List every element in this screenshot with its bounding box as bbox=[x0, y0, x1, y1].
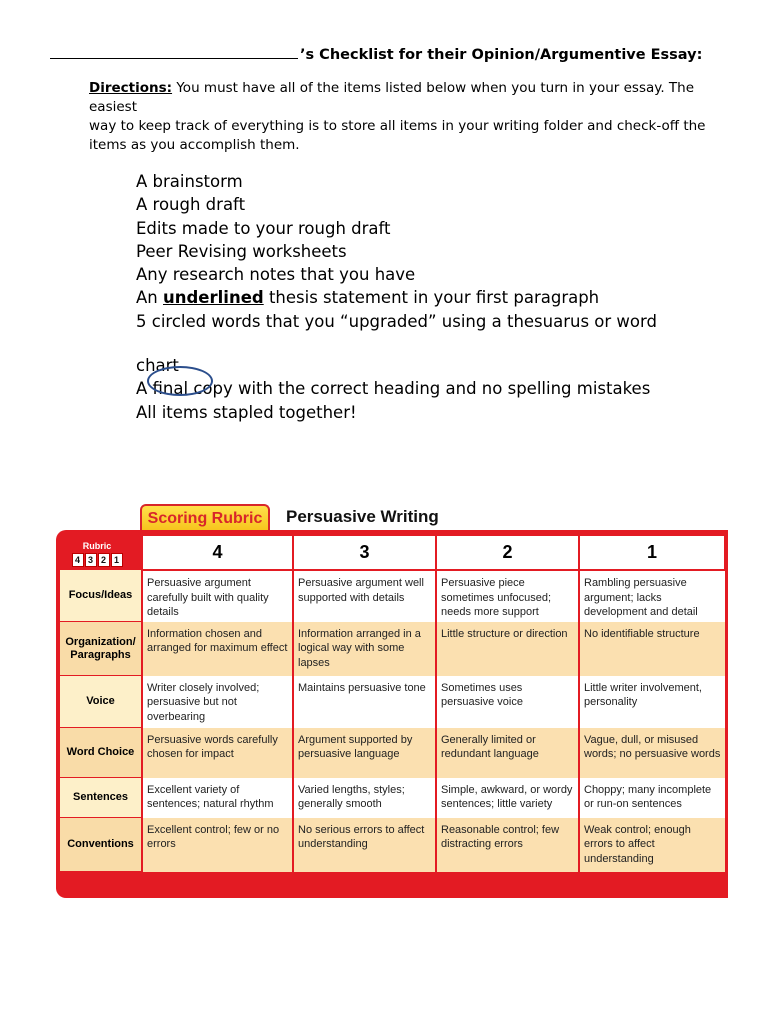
table-cell: Sometimes uses persuasive voice bbox=[436, 676, 579, 728]
scoring-rubric-tab: Scoring Rubric bbox=[140, 504, 270, 532]
score-header: 3 bbox=[293, 535, 436, 570]
list-item-final-copy: A final copy with the correct heading and no spelling mistakes bbox=[136, 379, 651, 399]
table-cell: Persuasive piece sometimes unfocused; needs more support bbox=[436, 570, 579, 622]
badge-number: 1 bbox=[111, 553, 123, 567]
table-cell: Information chosen and arranged for maximum effect bbox=[142, 622, 293, 676]
score-header-row bbox=[60, 535, 725, 570]
word-circle-annotation bbox=[147, 366, 213, 396]
row-label: Voice bbox=[60, 676, 142, 728]
table-row bbox=[60, 778, 725, 818]
list-item: Any research notes that you have bbox=[136, 265, 416, 285]
rubric-table bbox=[60, 534, 726, 872]
list-item-upgraded-cont: chart bbox=[136, 356, 179, 376]
score-header: 4 bbox=[142, 535, 293, 570]
row-label: Word Choice bbox=[60, 728, 142, 778]
checklist bbox=[136, 170, 756, 424]
table-cell: Persuasive words carefully chosen for impact bbox=[142, 728, 293, 778]
table-cell: Little writer involvement, personality bbox=[579, 676, 725, 728]
table-cell: Maintains persuasive tone bbox=[293, 676, 436, 728]
badge-number: 4 bbox=[72, 553, 84, 567]
rubric-title: Persuasive Writing bbox=[286, 507, 439, 526]
row-label: Sentences bbox=[60, 778, 142, 818]
list-item: Edits made to your rough draft bbox=[136, 218, 391, 238]
row-label: Focus/Ideas bbox=[60, 570, 142, 622]
list-item: A rough draft bbox=[136, 195, 246, 215]
table-cell: Varied lengths, styles; generally smooth bbox=[293, 778, 436, 818]
thesis-suffix: thesis statement in your first paragraph bbox=[263, 288, 600, 308]
list-item-thesis bbox=[136, 286, 756, 309]
rubric-badge bbox=[66, 540, 128, 572]
table-row bbox=[60, 818, 725, 872]
table-cell: Information arranged in a logical way with some lapses bbox=[293, 622, 436, 676]
badge-number: 3 bbox=[85, 553, 97, 567]
directions-label: Directions: bbox=[89, 80, 173, 96]
table-row bbox=[60, 570, 725, 622]
table-cell: No identifiable structure bbox=[579, 622, 725, 676]
score-header: 1 bbox=[579, 535, 725, 570]
badge-number: 2 bbox=[98, 553, 110, 567]
name-blank bbox=[50, 46, 298, 59]
title-text: ’s Checklist for their Opinion/Argumentive Essay: bbox=[300, 47, 703, 63]
thesis-underlined-word: underlined bbox=[163, 288, 264, 308]
table-cell: Writer closely involved; persuasive but not overbearing bbox=[142, 676, 293, 728]
list-item: Peer Revising worksheets bbox=[136, 241, 347, 261]
table-cell: Rambling persuasive argument; lacks development and detail bbox=[579, 570, 725, 622]
table-row bbox=[60, 622, 725, 676]
row-label: Conventions bbox=[60, 818, 142, 872]
table-cell: Argument supported by persuasive language bbox=[293, 728, 436, 778]
badge-numbers bbox=[66, 553, 128, 567]
list-item-upgraded: 5 circled words that you “upgraded” using a thesuarus or word bbox=[136, 311, 657, 331]
table-cell: Simple, awkward, or wordy sentences; little variety bbox=[436, 778, 579, 818]
directions-line1: You must have all of the items listed below when you turn in your essay. The easiest bbox=[89, 80, 695, 115]
table-cell: Weak control; enough errors to affect understanding bbox=[579, 818, 725, 872]
table-row bbox=[60, 728, 725, 778]
directions-line2: way to keep track of everything is to store all items in your writing folder and check-off the items as you accomplish them. bbox=[89, 118, 706, 153]
badge-label: Rubric bbox=[66, 540, 128, 552]
line-gap bbox=[136, 333, 756, 354]
table-cell: Excellent variety of sentences; natural rhythm bbox=[142, 778, 293, 818]
table-cell: Persuasive argument well supported with details bbox=[293, 570, 436, 622]
table-cell: Choppy; many incomplete or run-on sentences bbox=[579, 778, 725, 818]
row-label: Organization/ Paragraphs bbox=[60, 622, 142, 676]
score-header: 2 bbox=[436, 535, 579, 570]
table-cell: Generally limited or redundant language bbox=[436, 728, 579, 778]
list-item-stapled: All items stapled together! bbox=[136, 402, 357, 422]
table-cell: Vague, dull, or misused words; no persuasive words bbox=[579, 728, 725, 778]
table-cell: Excellent control; few or no errors bbox=[142, 818, 293, 872]
table-cell: Little structure or direction bbox=[436, 622, 579, 676]
thesis-prefix: An bbox=[136, 288, 163, 308]
table-cell: No serious errors to affect understanding bbox=[293, 818, 436, 872]
list-item: A brainstorm bbox=[136, 172, 243, 191]
table-cell: Reasonable control; few distracting errors bbox=[436, 818, 579, 872]
table-cell: Persuasive argument carefully built with quality details bbox=[142, 570, 293, 622]
table-row bbox=[60, 676, 725, 728]
directions-paragraph bbox=[89, 79, 739, 155]
document-title bbox=[50, 46, 740, 63]
